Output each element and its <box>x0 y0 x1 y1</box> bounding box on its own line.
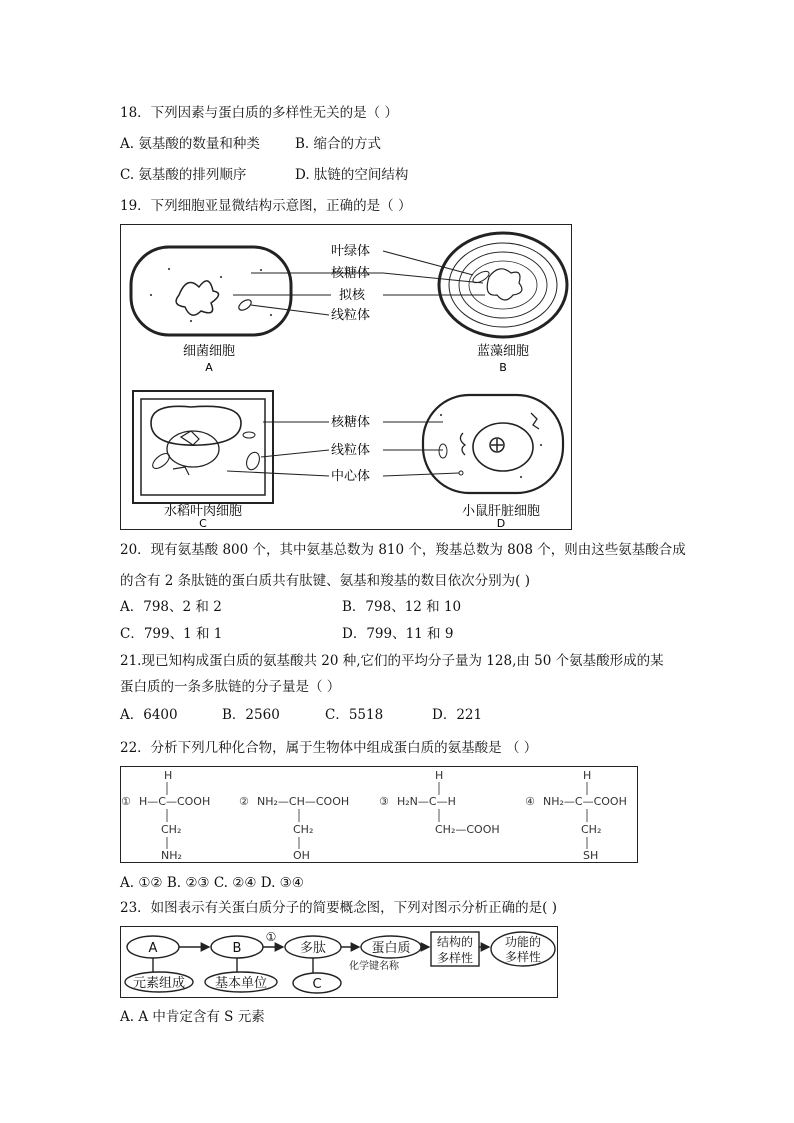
q21-option-b[interactable]: B．2560 <box>222 707 280 723</box>
compound-4-main: NH₂—C—COOH <box>543 795 627 808</box>
q20-option-c[interactable]: C．799、1 和 1 <box>120 626 223 642</box>
cell-a-letter: A <box>205 361 213 374</box>
compound-3-top: H <box>435 769 444 782</box>
compound-1-bottom: NH₂ <box>161 849 182 862</box>
q18-stem: 18．下列因素与蛋白质的多样性无关的是（ ） <box>120 105 398 121</box>
label-mitochondria-top: 线粒体 <box>331 308 371 323</box>
step-1-label: ① <box>265 930 277 944</box>
q20-stem-line2: 的含有 2 条肽链的蛋白质共有肽键、氨基和羧基的数目依次分别为( ) <box>120 573 530 589</box>
plant-vacuole <box>151 406 241 445</box>
q23-stem: 23．如图表示有关蛋白质分子的简要概念图，下列对图示分析正确的是( ) <box>120 900 558 916</box>
label-chloroplast: 叶绿体 <box>331 244 371 259</box>
label-ribosome-bottom: 核糖体 <box>331 415 371 430</box>
node-function-line1: 功能的 <box>504 935 542 949</box>
node-c-label: C <box>312 977 322 992</box>
q18-option-b[interactable]: B. 缩合的方式 <box>295 136 382 152</box>
q20-stem-line1: 20．现有氨基酸 800 个，其中氨基总数为 810 个，羧基总数为 808 个，则由这些氨基酸合成 <box>120 542 686 558</box>
node-peptide-label: 多肽 <box>299 941 327 956</box>
compound-4-bottom: SH <box>583 849 599 862</box>
bacterium-cell-wall <box>131 247 291 335</box>
q18-option-d[interactable]: D. 肽链的空间结构 <box>295 167 409 183</box>
compound-2-number: ② <box>239 795 249 808</box>
compound-1-top: H <box>164 769 173 782</box>
compound-1-mid: CH₂ <box>161 823 182 836</box>
label-centriole: 中心体 <box>331 469 371 484</box>
q22-options[interactable]: A. ①② B. ②③ C. ②④ D. ③④ <box>120 875 304 891</box>
compound-3-bottom: CH₂—COOH <box>435 823 500 836</box>
protein-concept-map-svg <box>121 927 557 997</box>
q21-stem-line1: 21.现已知构成蛋白质的氨基酸共 20 种,它们的平均分子量为 128,由 50 个氨基酸形成的某 <box>120 653 664 669</box>
q20-option-b[interactable]: B．798、12 和 10 <box>342 599 462 615</box>
cell-b-name: 蓝藻细胞 <box>476 344 530 359</box>
q21-stem-line2: 蛋白质的一条多肽链的分子量是（ ） <box>120 679 341 695</box>
bond-name-label: 化学键名称 <box>349 961 399 972</box>
plant-chloroplast <box>150 451 172 472</box>
compound-3-number: ③ <box>379 795 389 808</box>
node-structure-line1: 结构的 <box>436 935 474 949</box>
q21-option-d[interactable]: D．221 <box>432 707 483 723</box>
node-a-label: A <box>148 941 158 956</box>
q21-option-c[interactable]: C．5518 <box>325 707 384 723</box>
plant-cell-wall <box>133 391 273 503</box>
compound-2-mid: CH₂ <box>293 823 314 836</box>
protein-concept-map <box>120 926 558 998</box>
cyanobacterium-cell-wall <box>439 233 567 337</box>
bacterium-organelle <box>237 298 253 313</box>
q19-stem: 19．下列细胞亚显微结构示意图，正确的是（ ） <box>120 198 412 214</box>
compound-2-bottom: OH <box>293 849 310 862</box>
compound-1-main: H—C—COOH <box>139 795 211 808</box>
compound-1-number: ① <box>121 795 131 808</box>
q22-stem: 22．分析下列几种化合物，属于生物体中组成蛋白质的氨基酸是 （ ） <box>120 740 538 756</box>
cyanobacterium-nucleoid <box>487 269 522 300</box>
q21-option-a[interactable]: A．6400 <box>120 707 178 723</box>
node-function-line2: 多样性 <box>504 950 542 964</box>
label-ribosome-top: 核糖体 <box>331 266 371 281</box>
compound-4-mid: CH₂ <box>581 823 602 836</box>
label-nucleoid: 拟核 <box>339 288 366 303</box>
q23-option-a[interactable]: A. A 中肯定含有 S 元素 <box>120 1009 265 1025</box>
q18-option-c[interactable]: C. 氨基酸的排列顺序 <box>120 167 247 183</box>
compound-4-number: ④ <box>525 795 535 808</box>
label-mitochondria-bottom: 线粒体 <box>331 443 371 458</box>
cell-d-letter: D <box>496 517 506 529</box>
cell-diagram-figure <box>120 224 572 530</box>
node-structure-line2: 多样性 <box>436 951 474 965</box>
amino-acid-structures-svg <box>121 767 637 862</box>
bacterium-nucleoid <box>176 281 218 315</box>
plant-nucleus <box>167 431 219 467</box>
cell-d-name: 小鼠肝脏细胞 <box>461 504 541 519</box>
cell-c-letter: C <box>199 517 207 529</box>
node-elements-label: 元素组成 <box>132 976 186 991</box>
compound-4-top: H <box>583 769 592 782</box>
compound-2-main: NH₂—CH—COOH <box>257 795 350 808</box>
amino-acid-structures-figure <box>120 766 638 863</box>
cell-b-letter: B <box>499 361 507 374</box>
cell-a-name: 细菌细胞 <box>182 344 236 359</box>
q18-option-a[interactable]: A. 氨基酸的数量和种类 <box>120 136 260 152</box>
cell-c-name: 水稻叶肉细胞 <box>163 504 243 519</box>
compound-3-main: H₂N—C—H <box>397 795 456 808</box>
node-b-label: B <box>232 941 242 956</box>
node-unit-label: 基本单位 <box>214 976 268 991</box>
cyanobacterium-membrane <box>449 243 557 327</box>
node-protein-label: 蛋白质 <box>371 941 411 956</box>
q20-option-d[interactable]: D．799、11 和 9 <box>342 626 454 642</box>
cell-diagram-svg <box>121 225 571 529</box>
q20-option-a[interactable]: A．798、2 和 2 <box>120 599 222 615</box>
